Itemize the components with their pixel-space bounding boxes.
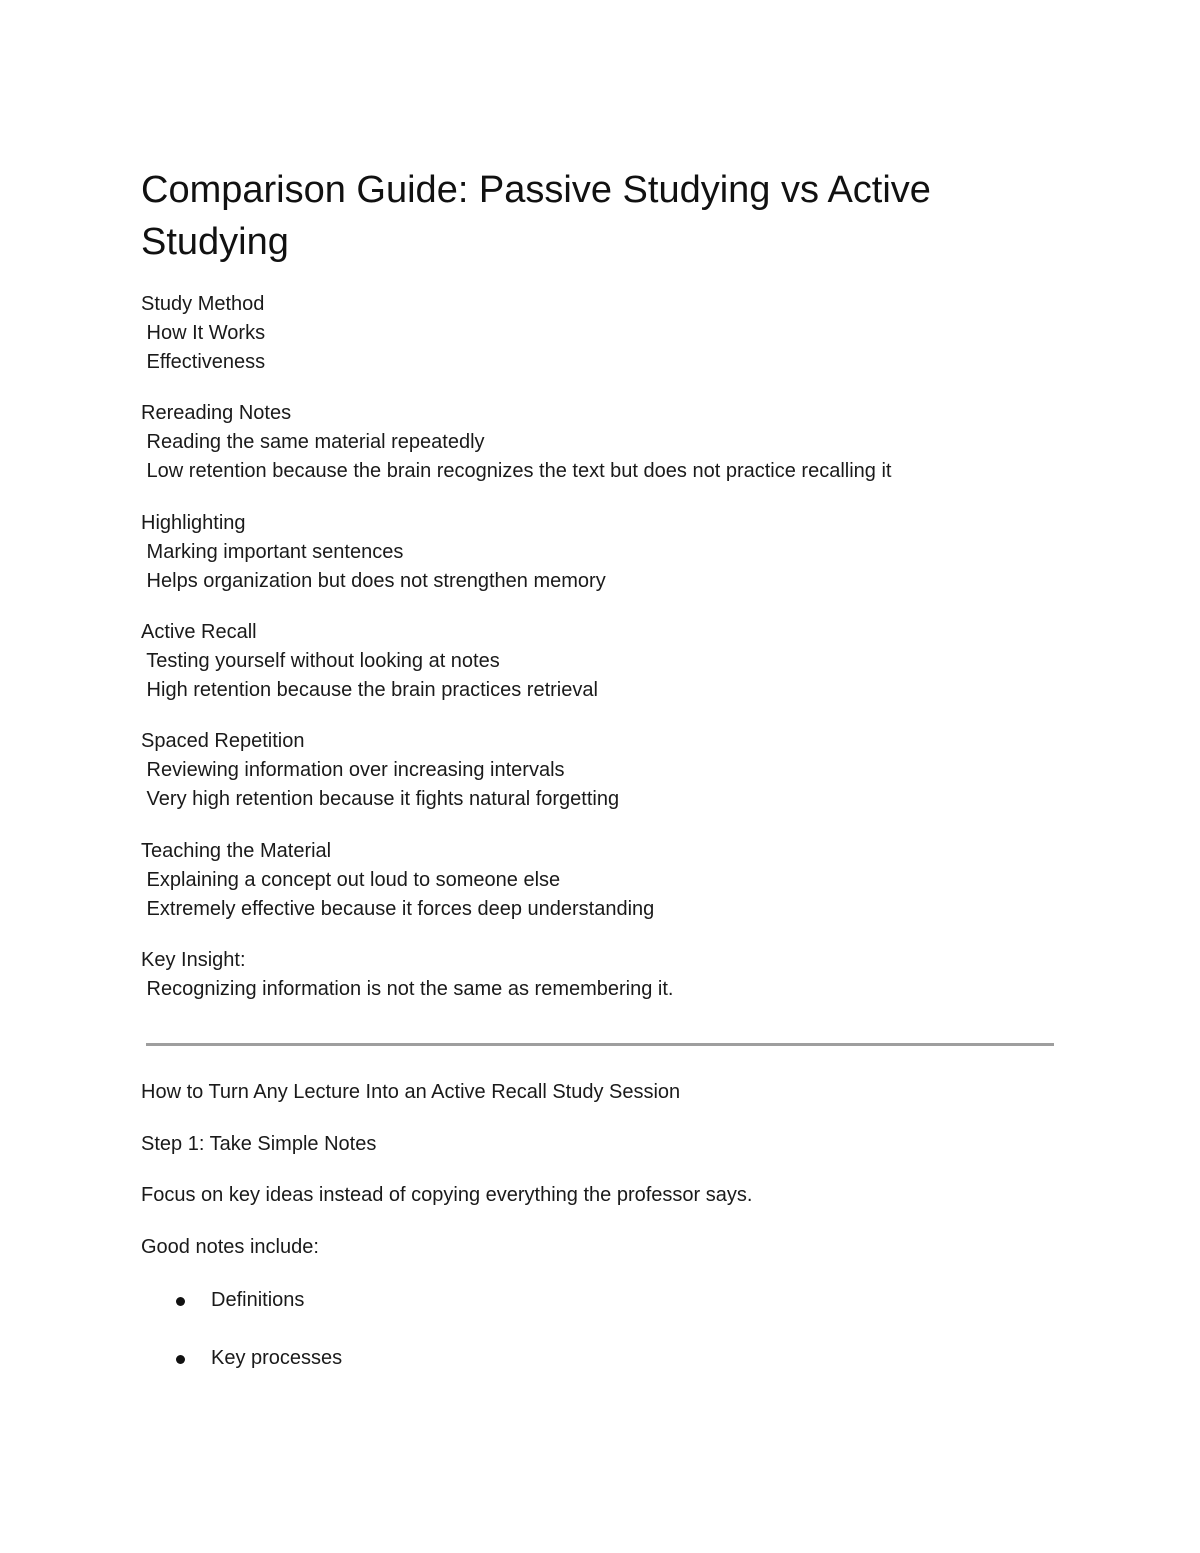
document-title: Comparison Guide: Passive Studying vs Active Studying — [141, 169, 931, 263]
row-method: Highlighting — [141, 512, 246, 534]
row-effect: Low retention because the brain recognizes the text but does not practice recalling it — [141, 460, 892, 482]
table-row — [141, 727, 1091, 814]
row-how: Explaining a concept out loud to someone else — [141, 869, 561, 891]
section-heading: How to Turn Any Lecture Into an Active Recall Study Session — [141, 1081, 681, 1103]
row-effect: High retention because the brain practices retrieval — [141, 679, 598, 701]
key-insight — [141, 946, 1091, 1004]
row-method: Spaced Repetition — [141, 730, 305, 752]
key-insight-text: Recognizing information is not the same as remembering it. — [141, 978, 674, 1000]
table-row — [141, 399, 1091, 486]
table-row — [141, 509, 1091, 596]
step-heading: Step 1: Take Simple Notes — [141, 1133, 377, 1155]
list-item-text: Definitions — [211, 1289, 305, 1311]
row-how: Testing yourself without looking at notes — [141, 650, 500, 672]
row-method: Rereading Notes — [141, 402, 292, 424]
bullet-icon — [176, 1297, 185, 1306]
row-how: Reviewing information over increasing intervals — [141, 759, 565, 781]
column-header-method: Study Method — [141, 293, 265, 315]
table-row — [141, 837, 1091, 924]
row-effect: Extremely effective because it forces deep understanding — [141, 898, 655, 920]
row-how: Marking important sentences — [141, 541, 404, 563]
row-method: Active Recall — [141, 621, 257, 643]
paragraph-good-notes: Good notes include: — [141, 1236, 319, 1258]
paragraph-focus: Focus on key ideas instead of copying everything the professor says. — [141, 1184, 753, 1206]
key-insight-label: Key Insight: — [141, 949, 246, 971]
row-effect: Helps organization but does not strengthen memory — [141, 570, 606, 592]
column-header-effect: Effectiveness — [141, 351, 266, 373]
list-item — [176, 1344, 876, 1373]
table-row — [141, 618, 1091, 705]
list-item-text: Key processes — [211, 1347, 343, 1369]
row-effect: Very high retention because it fights natural forgetting — [141, 788, 620, 810]
list-item — [176, 1286, 876, 1315]
column-header-how: How It Works — [141, 322, 266, 344]
table-header-row — [141, 290, 1091, 377]
horizontal-divider — [146, 1043, 1054, 1046]
row-how: Reading the same material repeatedly — [141, 431, 485, 453]
bullet-icon — [176, 1355, 185, 1364]
row-method: Teaching the Material — [141, 840, 332, 862]
